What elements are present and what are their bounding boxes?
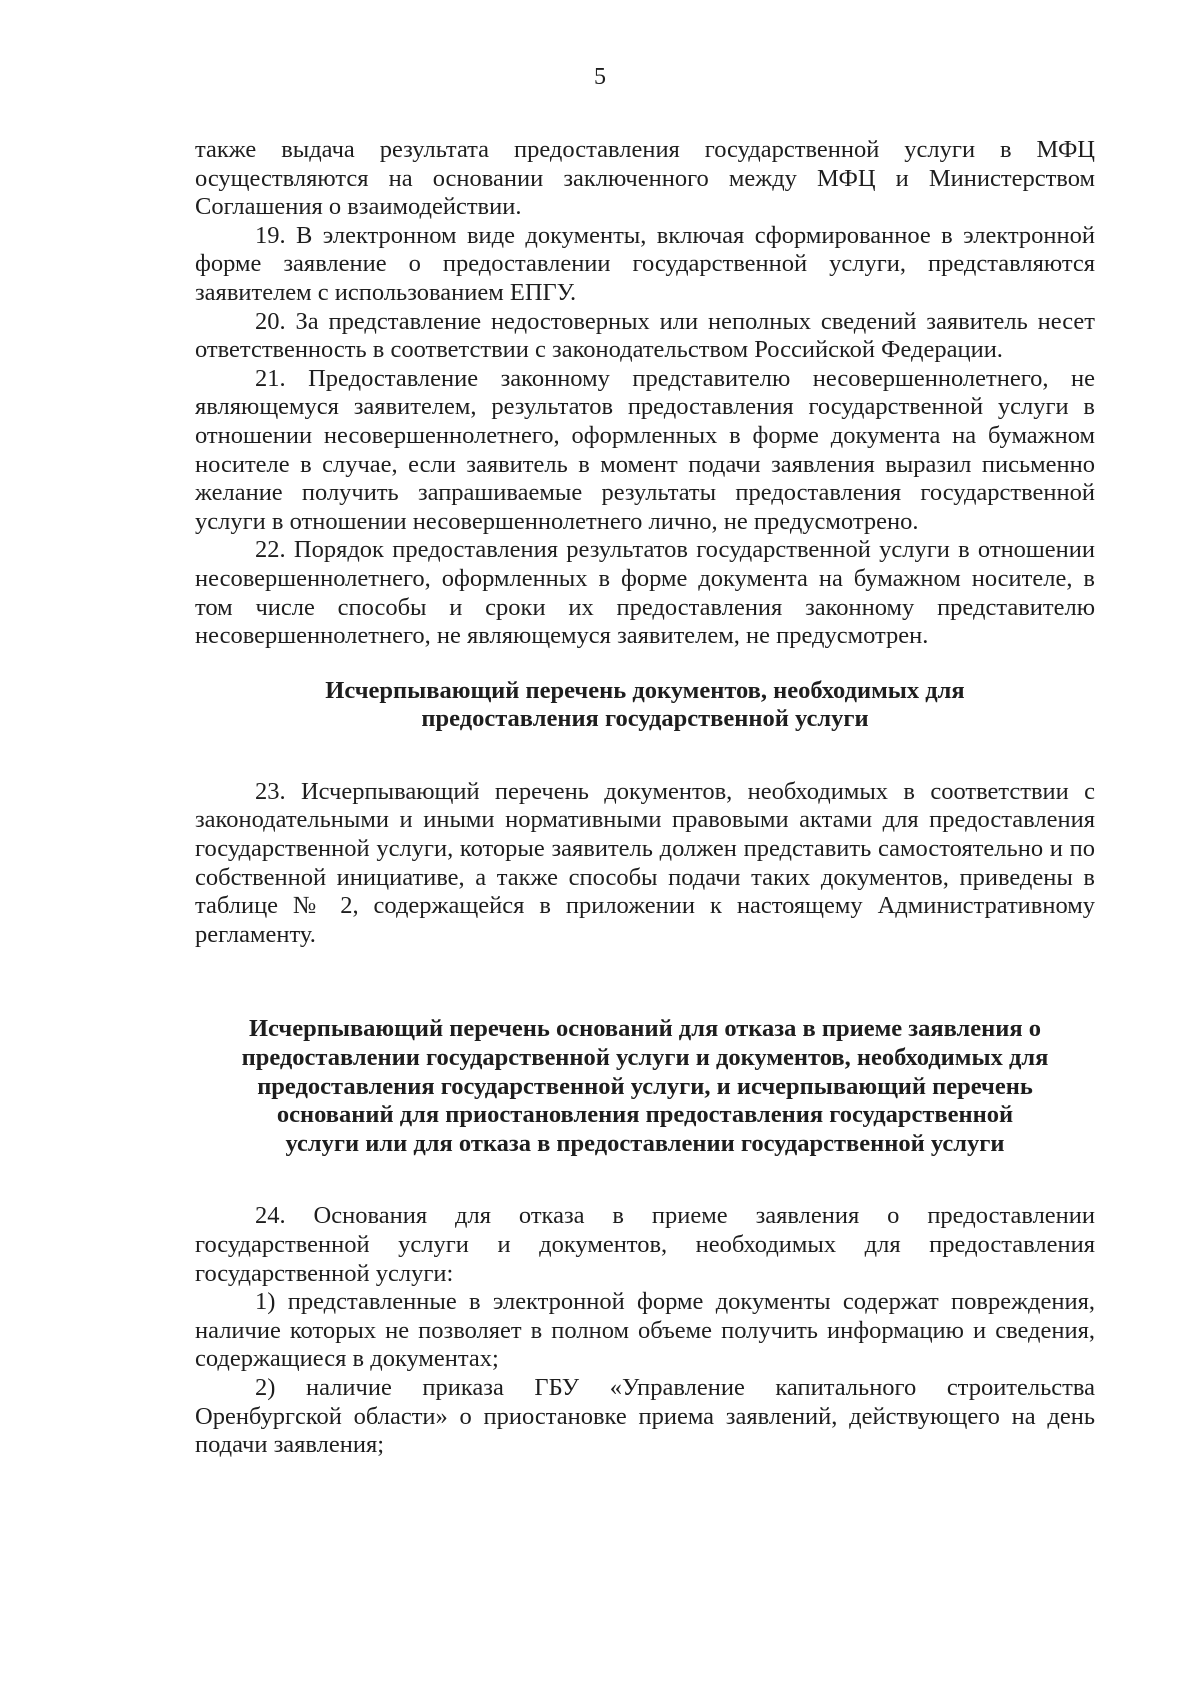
paragraph-21: 21. Предоставление законному представителю несовершеннолетнего, не являющемуся заявителем, результатов предоставления государственной услуги в отношении несовершеннолетнего, оформленных в форме документа на бумажном носителе в случае, если заявитель в момент подачи заявления выразил письменно желание получить запрашиваемые результаты предоставления государственной услуги в отношении несовершеннолетнего лично, не предусмотрено. [195,364,1095,535]
heading-line: предоставления государственной услуги [421,705,869,733]
paragraph-22: 22. Порядок предоставления результатов государственной услуги в отношении несовершеннолетнего, оформленных в форме документа на бумажном носителе, в том числе способы и сроки их предоставления законному представителю несовершеннолетнего, не являющемуся заявителем, не предусмотрен. [195,536,1095,650]
section-heading-refusal-grounds [195,1015,1095,1158]
page-number: 5 [594,64,606,90]
heading-line: предоставления государственной услуги, и исчерпывающий перечень [257,1072,1033,1100]
paragraph-24-item-2: 2) наличие приказа ГБУ «Управление капитального строительства Оренбургской области» о приостановке приема заявлений, действующего на день подачи заявления; [195,1373,1095,1459]
heading-line: оснований для приостановления предоставления государственной [276,1101,1014,1129]
section-heading-documents [195,677,1095,734]
heading-line: услуги или для отказа в предоставлении государственной услуги [285,1129,1005,1157]
heading-line: предоставлении государственной услуги и документов, необходимых для [241,1044,1049,1072]
paragraph-24: 24. Основания для отказа в приеме заявления о предоставлении государственной услуги и документов, необходимых для предоставления государственной услуги: [195,1202,1095,1287]
heading-line: Исчерпывающий перечень документов, необходимых для [325,676,965,704]
paragraph-23: 23. Исчерпывающий перечень документов, необходимых в соответствии с законодательными и иными нормативными правовыми актами для предоставления государственной услуги, которые заявитель должен представить самостоятельно и по собственной инициативе, а также способы подачи таких документов, приведены в таблице № 2, содержащейся в приложении к настоящему Административному регламенту. [195,777,1095,948]
paragraph-20: 20. За представление недостоверных или неполных сведений заявитель несет ответственность в соответствии с законодательством Российской Федерации. [195,307,1095,364]
heading-line: Исчерпывающий перечень оснований для отказа в приеме заявления о [248,1015,1042,1043]
document-body [195,136,1095,1460]
paragraph-19: 19. В электронном виде документы, включая сформированное в электронной форме заявление о предоставлении государственной услуги, представляются заявителем с использованием ЕПГУ. [195,221,1095,306]
paragraph-18-continued: также выдача результата предоставления государственной услуги в МФЦ осуществляются на основании заключенного между МФЦ и Министерством Соглашения о взаимодействии. [195,136,1095,221]
paragraph-24-item-1: 1) представленные в электронной форме документы содержат повреждения, наличие которых не позволяет в полном объеме получить информацию и сведения, содержащиеся в документах; [195,1288,1095,1373]
